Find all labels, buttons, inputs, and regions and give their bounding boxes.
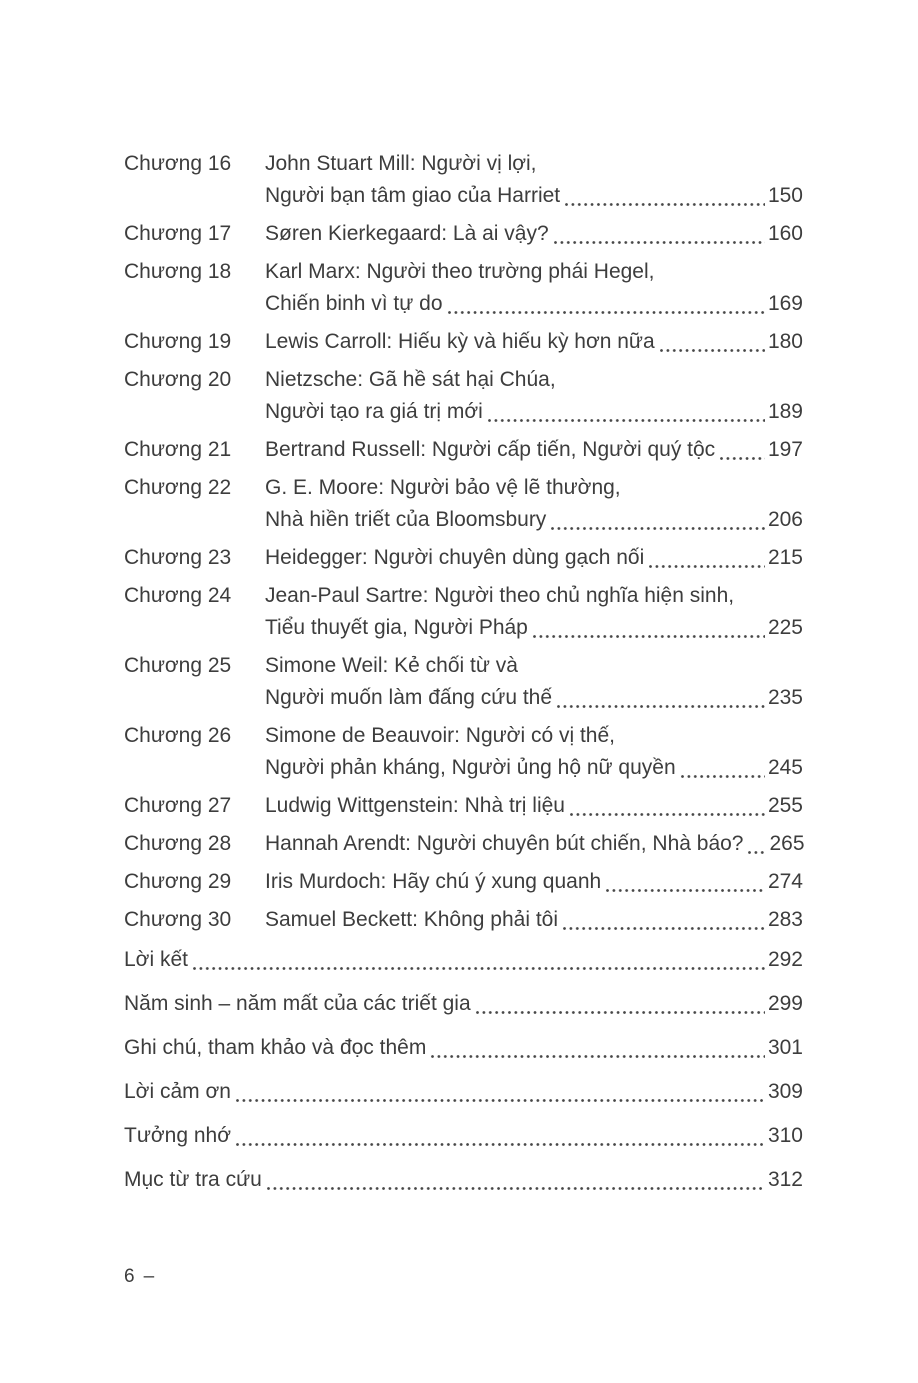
chapter-title-line xyxy=(265,866,803,898)
backmatter-title: Lời kết xyxy=(124,948,188,971)
chapter-number-label: Chương 27 xyxy=(124,794,232,817)
dot-leader xyxy=(606,889,765,892)
chapter-number-label: Chương 19 xyxy=(124,330,232,353)
chapter-title-block xyxy=(265,790,803,822)
toc-backmatter-entry xyxy=(124,988,803,1020)
chapter-title-line xyxy=(265,396,803,428)
backmatter-title: Mục từ tra cứu xyxy=(124,1168,262,1191)
chapter-title-text: Bertrand Russell: Người cấp tiến, Người quý tộc xyxy=(265,438,716,461)
chapter-title-line xyxy=(265,218,803,250)
page-number-ref: 312 xyxy=(767,1168,803,1191)
chapter-title-text: Iris Murdoch: Hãy chú ý xung quanh xyxy=(265,870,602,893)
dot-leader xyxy=(557,705,765,708)
chapter-title-block xyxy=(265,148,803,212)
chapter-title-block xyxy=(265,542,803,574)
chapter-title-line: Simone Weil: Kẻ chối từ và xyxy=(265,654,518,677)
dot-leader xyxy=(488,419,765,422)
page-number-ref: 206 xyxy=(767,508,803,531)
dot-leader xyxy=(448,311,765,314)
footer-dash: – xyxy=(143,1266,155,1287)
chapter-title-block xyxy=(265,434,803,466)
toc-backmatter-entry xyxy=(124,1032,803,1064)
chapter-title-block xyxy=(265,904,803,936)
page-number-ref: 245 xyxy=(767,756,803,779)
chapter-title-text: Lewis Carroll: Hiếu kỳ và hiếu kỳ hơn nữa xyxy=(265,330,655,353)
dot-leader xyxy=(681,775,765,778)
toc-backmatter-entry xyxy=(124,1076,803,1108)
chapter-title-line xyxy=(265,790,803,822)
toc-chapter-entry xyxy=(124,148,803,212)
toc-backmatter-entry xyxy=(124,944,803,976)
page-number-ref: 160 xyxy=(767,222,803,245)
chapter-title-block xyxy=(265,326,803,358)
chapter-title-text: Người muốn làm đấng cứu thế xyxy=(265,686,553,709)
chapter-title-line xyxy=(265,904,803,936)
chapter-title-block xyxy=(265,364,803,428)
chapter-title-line xyxy=(265,828,805,860)
dot-leader xyxy=(748,851,766,854)
dot-leader xyxy=(236,1143,765,1146)
chapter-title-line xyxy=(265,288,803,320)
page-number-ref: 265 xyxy=(769,832,805,855)
chapter-title-block xyxy=(265,256,803,320)
toc-backmatter-entry xyxy=(124,1120,803,1152)
dot-leader xyxy=(193,967,765,970)
page-number-ref: 283 xyxy=(767,908,803,931)
toc-chapter-entry xyxy=(124,720,803,784)
toc-chapter-entry xyxy=(124,256,803,320)
chapter-number-label: Chương 23 xyxy=(124,546,232,569)
backmatter-title: Ghi chú, tham khảo và đọc thêm xyxy=(124,1036,427,1059)
page-number-ref: 301 xyxy=(767,1036,803,1059)
page-number-ref: 255 xyxy=(767,794,803,817)
chapter-title-block xyxy=(265,720,803,784)
backmatter-title: Lời cảm ơn xyxy=(124,1080,231,1103)
dot-leader xyxy=(563,927,765,930)
chapter-title-line xyxy=(265,612,803,644)
chapter-number-label: Chương 17 xyxy=(124,222,232,245)
chapter-title-line: Jean-Paul Sartre: Người theo chủ nghĩa hiện sinh, xyxy=(265,584,735,607)
chapter-number-label: Chương 24 xyxy=(124,584,232,607)
dot-leader xyxy=(720,457,765,460)
page-number-ref: 180 xyxy=(767,330,803,353)
chapter-title-line xyxy=(265,504,803,536)
chapter-title-line: Simone de Beauvoir: Người có vị thế, xyxy=(265,724,615,747)
toc-chapter-entry xyxy=(124,650,803,714)
page-number-ref: 215 xyxy=(767,546,803,569)
backmatter-list xyxy=(124,944,803,1196)
page-footer xyxy=(124,1263,154,1291)
toc-chapter-entry xyxy=(124,904,803,936)
dot-leader xyxy=(660,349,765,352)
toc-chapter-entry xyxy=(124,790,803,822)
chapter-title-line: G. E. Moore: Người bảo vệ lẽ thường, xyxy=(265,476,621,499)
toc-backmatter-entry xyxy=(124,1164,803,1196)
chapter-title-line xyxy=(265,326,803,358)
page-number-ref: 189 xyxy=(767,400,803,423)
chapter-title-block xyxy=(265,472,803,536)
chapter-number-label: Chương 28 xyxy=(124,832,232,855)
toc-chapter-entry xyxy=(124,472,803,536)
chapter-title-block xyxy=(265,650,803,714)
page-number-ref: 225 xyxy=(767,616,803,639)
chapter-number-label: Chương 29 xyxy=(124,870,232,893)
toc-chapter-entry xyxy=(124,218,803,250)
chapter-number-label: Chương 16 xyxy=(124,152,232,175)
chapter-title-line: Karl Marx: Người theo trường phái Hegel, xyxy=(265,260,655,283)
chapter-title-text: Samuel Beckett: Không phải tôi xyxy=(265,908,559,931)
page-number-ref: 299 xyxy=(767,992,803,1015)
chapter-title-line xyxy=(265,180,803,212)
dot-leader xyxy=(649,565,765,568)
toc-chapter-entry xyxy=(124,580,803,644)
chapter-number-label: Chương 21 xyxy=(124,438,232,461)
chapter-number-label: Chương 26 xyxy=(124,724,232,747)
table-of-contents xyxy=(124,148,803,1196)
chapter-title-block xyxy=(265,580,803,644)
chapter-title-text: Người bạn tâm giao của Harriet xyxy=(265,184,561,207)
page-number-ref: 309 xyxy=(767,1080,803,1103)
page-number-ref: 274 xyxy=(767,870,803,893)
chapter-title-line: Nietzsche: Gã hề sát hại Chúa, xyxy=(265,368,556,391)
footer-page-number: 6 xyxy=(124,1266,135,1287)
toc-chapter-entry xyxy=(124,828,803,860)
toc-chapter-entry xyxy=(124,866,803,898)
chapter-title-text: Tiểu thuyết gia, Người Pháp xyxy=(265,616,528,639)
toc-chapter-entry xyxy=(124,542,803,574)
toc-chapter-entry xyxy=(124,434,803,466)
chapter-title-line xyxy=(265,434,803,466)
chapter-number-label: Chương 20 xyxy=(124,368,232,391)
chapter-title-line xyxy=(265,542,803,574)
page-number-ref: 235 xyxy=(767,686,803,709)
page-number-ref: 150 xyxy=(767,184,803,207)
chapter-title-text: Hannah Arendt: Người chuyên bút chiến, Nhà báo? xyxy=(265,832,744,855)
chapter-title-text: Chiến binh vì tự do xyxy=(265,292,443,315)
chapter-title-text: Ludwig Wittgenstein: Nhà trị liệu xyxy=(265,794,565,817)
chapter-title-text: Người phản kháng, Người ủng hộ nữ quyền xyxy=(265,756,676,779)
chapter-title-block xyxy=(265,828,805,860)
chapter-title-block xyxy=(265,866,803,898)
dot-leader xyxy=(236,1099,765,1102)
dot-leader xyxy=(565,203,765,206)
chapter-title-block xyxy=(265,218,803,250)
chapter-number-label: Chương 30 xyxy=(124,908,232,931)
dot-leader xyxy=(431,1055,765,1058)
toc-chapter-entry xyxy=(124,364,803,428)
dot-leader xyxy=(551,527,765,530)
chapter-title-line xyxy=(265,752,803,784)
chapter-title-text: Heidegger: Người chuyên dùng gạch nối xyxy=(265,546,645,569)
chapter-title-text: Søren Kierkegaard: Là ai vậy? xyxy=(265,222,549,245)
toc-chapter-entry xyxy=(124,326,803,358)
chapter-number-label: Chương 25 xyxy=(124,654,232,677)
chapter-title-text: Nhà hiền triết của Bloomsbury xyxy=(265,508,547,531)
chapter-title-text: Người tạo ra giá trị mới xyxy=(265,400,483,423)
dot-leader xyxy=(476,1011,765,1014)
chapter-list xyxy=(124,148,803,936)
page-number-ref: 310 xyxy=(767,1124,803,1147)
page-number-ref: 197 xyxy=(767,438,803,461)
chapter-number-label: Chương 18 xyxy=(124,260,232,283)
page-number-ref: 169 xyxy=(767,292,803,315)
dot-leader xyxy=(533,635,765,638)
chapter-title-line: John Stuart Mill: Người vị lợi, xyxy=(265,152,537,175)
chapter-number-label: Chương 22 xyxy=(124,476,232,499)
dot-leader xyxy=(554,241,765,244)
chapter-title-line xyxy=(265,682,803,714)
backmatter-title: Năm sinh – năm mất của các triết gia xyxy=(124,992,471,1015)
dot-leader xyxy=(570,813,765,816)
dot-leader xyxy=(267,1187,765,1190)
page-number-ref: 292 xyxy=(767,948,803,971)
backmatter-title: Tưởng nhớ xyxy=(124,1124,231,1147)
